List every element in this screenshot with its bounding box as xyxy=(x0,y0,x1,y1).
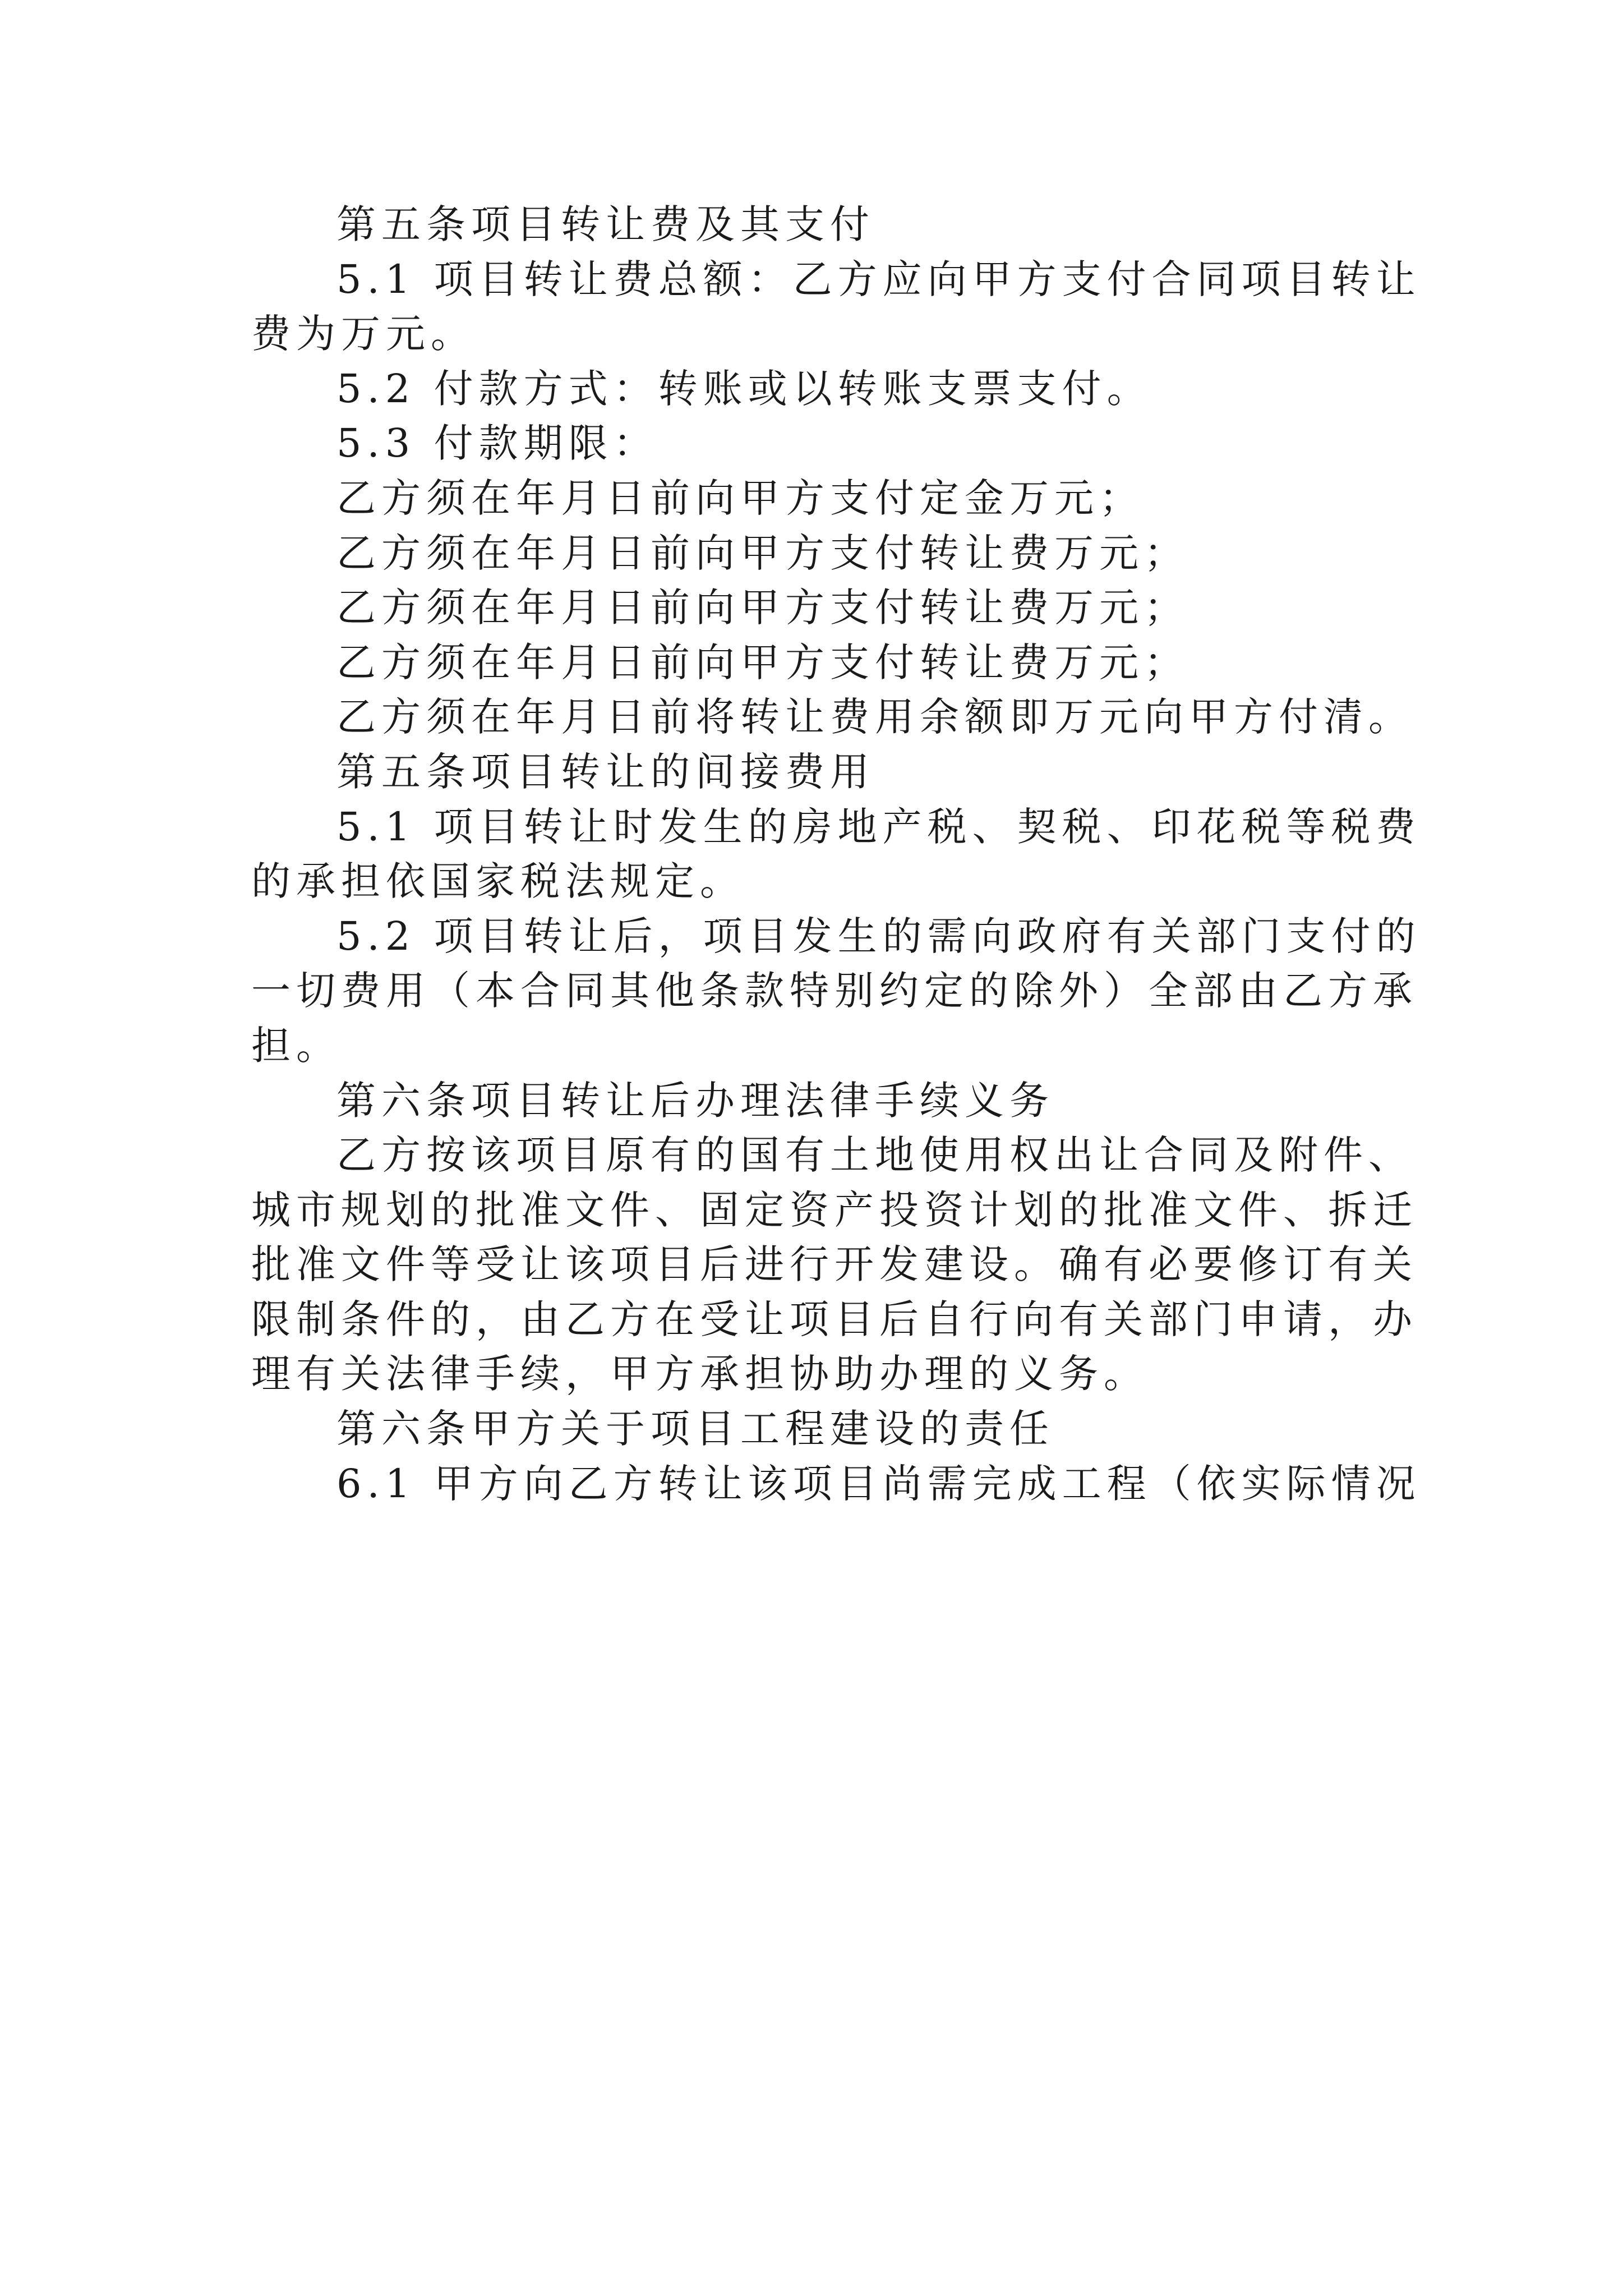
payment-item-installment xyxy=(251,636,1418,691)
text-line: 限制条件的，由乙方在受让项目后自行向有关部门申请，办 xyxy=(251,1296,1418,1342)
text-line: 6.1 甲方向乙方转让该项目尚需完成工程（依实际情况 xyxy=(336,1460,1421,1507)
text-line: 5.1 项目转让费总额：乙方应向甲方支付合同项目转让 xyxy=(336,256,1421,302)
article-6-legal-procedures-body xyxy=(251,1128,1418,1402)
article-6-construction-heading xyxy=(251,1402,1418,1457)
text-line: 费为万元。 xyxy=(251,311,476,357)
text-line: 担。 xyxy=(251,1022,341,1069)
text-line: 5.1 项目转让时发生的房地产税、契税、印花税等税费 xyxy=(336,803,1421,850)
text-line: 5.2 项目转让后，项目发生的需向政府有关部门支付的 xyxy=(336,913,1421,959)
text-line: 第六条项目转让后办理法律手续义务 xyxy=(336,1077,1054,1124)
text-line: 第六条甲方关于项目工程建设的责任 xyxy=(336,1406,1054,1452)
payment-item-installment xyxy=(251,581,1418,636)
text-line: 乙方须在年月日前将转让费用余额即万元向甲方付清。 xyxy=(336,694,1413,740)
text-line: 5.3 付款期限： xyxy=(336,420,658,467)
text-line: 的承担依国家税法规定。 xyxy=(251,858,745,905)
text-line: 乙方须在年月日前向甲方支付转让费万元； xyxy=(336,585,1189,631)
text-line: 乙方须在年月日前向甲方支付定金万元； xyxy=(336,475,1144,521)
clause-5-2-government-fees xyxy=(251,909,1421,1074)
text-line: 第五条项目转让费及其支付 xyxy=(336,201,875,247)
clause-5-3-payment-deadline xyxy=(251,416,1418,471)
text-line: 一切费用（本合同其他条款特别约定的除外）全部由乙方承 xyxy=(251,968,1418,1014)
article-6-legal-procedures-heading xyxy=(251,1074,1418,1129)
payment-item-installment xyxy=(251,526,1418,581)
clause-5-2-payment-method xyxy=(251,362,1418,417)
text-line: 批准文件等受让该项目后进行开发建设。确有必要修订有关 xyxy=(251,1241,1418,1288)
clause-6-1-remaining-works xyxy=(251,1457,1421,1512)
text-line: 理有关法律手续，甲方承担协助办理的义务。 xyxy=(251,1351,1149,1397)
text-line: 第五条项目转让的间接费用 xyxy=(336,748,875,795)
clause-5-1-taxes xyxy=(251,800,1421,909)
article-5-heading xyxy=(251,197,1418,252)
text-line: 乙方须在年月日前向甲方支付转让费万元； xyxy=(336,530,1189,576)
text-line: 城市规划的批准文件、固定资产投资计划的批准文件、拆迁 xyxy=(251,1186,1418,1233)
article-5-indirect-costs-heading xyxy=(251,745,1418,800)
text-line: 乙方须在年月日前向甲方支付转让费万元； xyxy=(336,639,1189,685)
text-line: 5.2 付款方式：转账或以转账支票支付。 xyxy=(336,365,1152,412)
payment-item-deposit xyxy=(251,471,1418,526)
document-body xyxy=(251,197,1421,1511)
text-line: 乙方按该项目原有的国有土地使用权出让合同及附件、 xyxy=(336,1132,1413,1179)
payment-item-balance xyxy=(251,690,1418,745)
clause-5-1-transfer-fee-total xyxy=(251,252,1421,362)
